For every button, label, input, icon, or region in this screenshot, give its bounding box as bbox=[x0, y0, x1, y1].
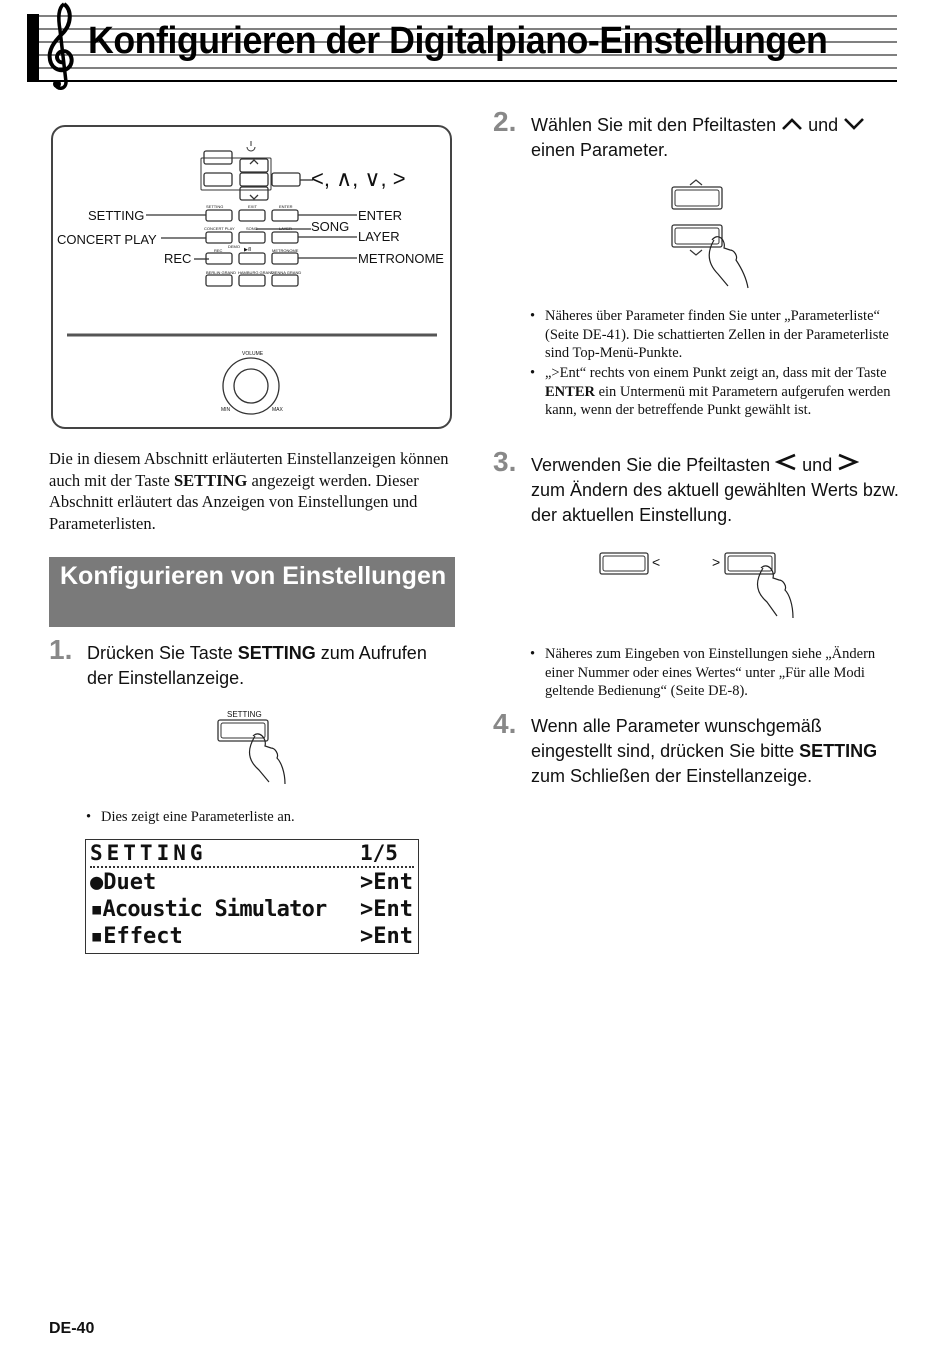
metronome-label: METRONOME bbox=[358, 251, 444, 266]
volume-min-label: MIN bbox=[221, 407, 231, 413]
lcd-page: 1/5 bbox=[360, 841, 398, 865]
down-arrow-icon bbox=[843, 117, 865, 131]
step-3-number: 3. bbox=[493, 446, 517, 477]
lcd-row-1-marker: ● bbox=[90, 870, 104, 895]
step-2-bullet-1: • Näheres über Parameter finden Sie unter „Parameterliste“ (Seite DE-41). Die schattierten Zellen in der Parameterliste sind Top-Menü-Punkte. bbox=[530, 308, 889, 361]
song-label: SONG bbox=[311, 219, 350, 234]
lcd-row-2-action: >Ent bbox=[360, 897, 413, 922]
step-1-number: 1. bbox=[49, 634, 73, 665]
tiny-layer: LAYER bbox=[279, 226, 292, 231]
step-2-number: 2. bbox=[493, 106, 517, 137]
hand-press-setting-icon bbox=[215, 718, 295, 790]
setting-label: SETTING bbox=[88, 208, 145, 223]
enter-label: ENTER bbox=[358, 208, 403, 223]
lcd-row-3-action: >Ent bbox=[360, 924, 413, 949]
section-title: Konfigurieren von Einstellungen bbox=[60, 562, 447, 590]
tiny-vienna: VIENNA GRAND bbox=[271, 270, 302, 275]
tiny-concert-play: CONCERT PLAY bbox=[204, 226, 235, 231]
hand-press-right-icon bbox=[723, 550, 803, 622]
tiny-berlin: BERLIN GRAND bbox=[206, 270, 237, 275]
page-number: DE-40 bbox=[49, 1320, 95, 1337]
arrows-label: <, ∧, ∨, > bbox=[311, 166, 406, 191]
tiny-metronome: METRONOME bbox=[272, 248, 299, 253]
tiny-exit: EXIT bbox=[248, 204, 257, 209]
treble-clef-icon bbox=[42, 0, 82, 92]
lcd-row-2-marker: ▪ bbox=[90, 897, 103, 922]
step-1-bullet: • Dies zeigt eine Parameterliste an. bbox=[86, 809, 295, 825]
lcd-row-3: ▪Effect bbox=[90, 924, 183, 949]
tiny-enter: ENTER bbox=[279, 204, 293, 209]
lcd-title: SETTING bbox=[90, 841, 207, 865]
volume-max-label: MAX bbox=[272, 407, 283, 413]
lcd-row-3-marker: ▪ bbox=[90, 924, 104, 949]
lcd-row-1-action: >Ent bbox=[360, 870, 413, 895]
header-bar bbox=[27, 14, 39, 82]
step-3-text: Verwenden Sie die Pfeiltasten und zum Ändern des aktuell gewählten Werts bzw. der aktuellen Einstellung. bbox=[531, 455, 899, 525]
tiny-rec: REC bbox=[214, 248, 223, 253]
step-1-button-label: SETTING bbox=[227, 710, 262, 719]
right-arrow-icon bbox=[837, 453, 859, 471]
lcd-row-2: ▪Acoustic Simulator bbox=[90, 897, 327, 922]
left-button-icon bbox=[598, 550, 652, 578]
lcd-title-underline bbox=[90, 866, 414, 868]
left-button-symbol: < bbox=[652, 554, 661, 570]
volume-label: VOLUME bbox=[242, 351, 264, 357]
left-arrow-icon bbox=[775, 453, 797, 471]
layer-label: LAYER bbox=[358, 229, 400, 244]
right-button-symbol: > bbox=[712, 554, 721, 570]
step-2-text: Wählen Sie mit den Pfeiltasten und einen Parameter. bbox=[531, 113, 911, 163]
tiny-song: SONG bbox=[246, 226, 258, 231]
tiny-play-pause: ▶/‖ bbox=[244, 247, 252, 253]
up-arrow-icon bbox=[781, 117, 803, 131]
rec-label: REC bbox=[164, 251, 192, 266]
step-4-text: Wenn alle Parameter wunschgemäß eingestellt sind, drücken Sie bitte SETTING zum Schließen der Einstellanzeige. bbox=[531, 716, 878, 786]
page-title: Konfigurieren der Digitalpiano-Einstellungen bbox=[88, 20, 828, 62]
concert-play-label: CONCERT PLAY bbox=[57, 232, 157, 247]
hand-press-down-icon bbox=[668, 178, 768, 290]
step-1-text: Drücken Sie Taste SETTING zum Aufrufen der Einstellanzeige. bbox=[87, 643, 427, 688]
step-4-number: 4. bbox=[493, 708, 517, 739]
step-3-bullet: • Näheres zum Eingeben von Einstellungen siehe „Ändern einer Nummer oder eines Wertes“ unter „Für alle Modi geltende Bedienung“ (Seite DE-8). bbox=[530, 646, 876, 699]
lcd-row-1: ●Duet bbox=[90, 870, 157, 895]
tiny-hamburg: HAMBURG GRAND bbox=[238, 270, 275, 275]
lcd-display bbox=[85, 839, 419, 954]
intro-paragraph: Die in diesem Abschnitt erläuterten Einstellanzeigen können auch mit der Taste SETTING angezeigt werden. Dieser Abschnitt erläutert das Anzeigen von Einstellungen und Parameterlisten. bbox=[49, 449, 449, 533]
tiny-setting: SETTING bbox=[206, 204, 224, 209]
tiny-demo: DEMO bbox=[228, 244, 240, 249]
step-2-bullet-2: • „>Ent“ rechts von einem Punkt zeigt an, dass mit der Taste ENTER ein Untermenü mit Parametern aufgerufen werden kann, wenn der betreffende Punkt gewählt ist. bbox=[530, 365, 891, 418]
